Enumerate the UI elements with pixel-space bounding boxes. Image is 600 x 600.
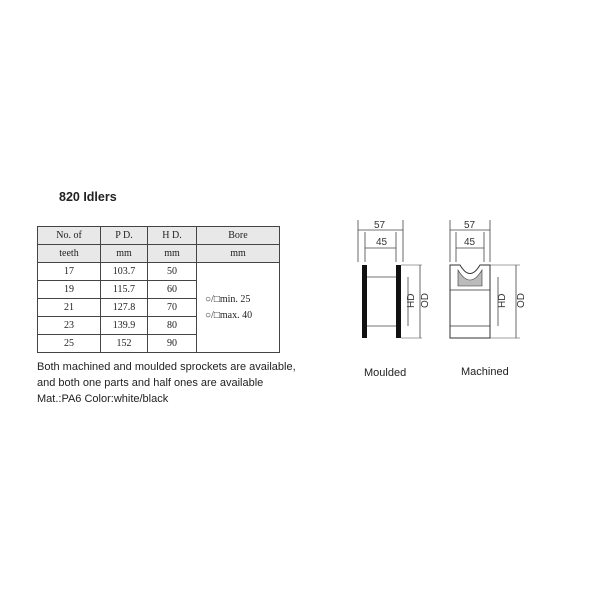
header-pd: P D. — [101, 227, 148, 245]
page-title: 820 Idlers — [59, 190, 117, 204]
cell-teeth: 23 — [38, 317, 101, 335]
cell-pd: 139.9 — [101, 317, 148, 335]
header-teeth: No. of — [38, 227, 101, 245]
header-bore: Bore — [197, 227, 280, 245]
cell-teeth: 19 — [38, 281, 101, 299]
moulded-dim-outer: 57 — [374, 220, 386, 231]
idler-drawings — [340, 210, 530, 350]
note-parts: and both one parts and half ones are available — [37, 377, 264, 389]
cell-hd: 70 — [148, 299, 197, 317]
machined-dim-inner: 45 — [464, 237, 476, 248]
note-material: Mat.:PA6 Color:white/black — [37, 393, 169, 405]
machined-label-hd: HD — [497, 293, 508, 308]
cell-teeth: 25 — [38, 335, 101, 353]
machined-dim-outer: 57 — [464, 220, 476, 231]
bore-min: ○/□min. 25 — [205, 293, 251, 305]
bore-max: ○/□max. 40 — [205, 309, 253, 321]
cell-bore — [197, 263, 280, 353]
cell-pd: 115.7 — [101, 281, 148, 299]
note-availability: Both machined and moulded sprockets are available, — [37, 361, 296, 373]
cell-hd: 80 — [148, 317, 197, 335]
idler-spec-table — [37, 226, 280, 353]
header-teeth-2: teeth — [38, 245, 101, 263]
cell-hd: 60 — [148, 281, 197, 299]
machined-label-od: OD — [516, 293, 527, 308]
cell-pd: 103.7 — [101, 263, 148, 281]
cell-teeth: 21 — [38, 299, 101, 317]
table-row — [38, 263, 280, 281]
moulded-label-od: OD — [420, 293, 431, 308]
unit-hd: mm — [148, 245, 197, 263]
moulded-label-hd: HD — [406, 293, 417, 308]
machined-drawing — [450, 220, 527, 338]
cell-pd: 127.8 — [101, 299, 148, 317]
header-hd: H D. — [148, 227, 197, 245]
cell-hd: 50 — [148, 263, 197, 281]
moulded-drawing — [358, 220, 431, 338]
moulded-dim-inner: 45 — [376, 237, 388, 248]
cell-pd: 152 — [101, 335, 148, 353]
cell-hd: 90 — [148, 335, 197, 353]
table-header-row — [38, 227, 280, 245]
unit-pd: mm — [101, 245, 148, 263]
unit-bore: mm — [197, 245, 280, 263]
moulded-caption: Moulded — [364, 367, 407, 379]
cell-teeth: 17 — [38, 263, 101, 281]
table-unit-row — [38, 245, 280, 263]
machined-caption: Machined — [461, 366, 509, 378]
